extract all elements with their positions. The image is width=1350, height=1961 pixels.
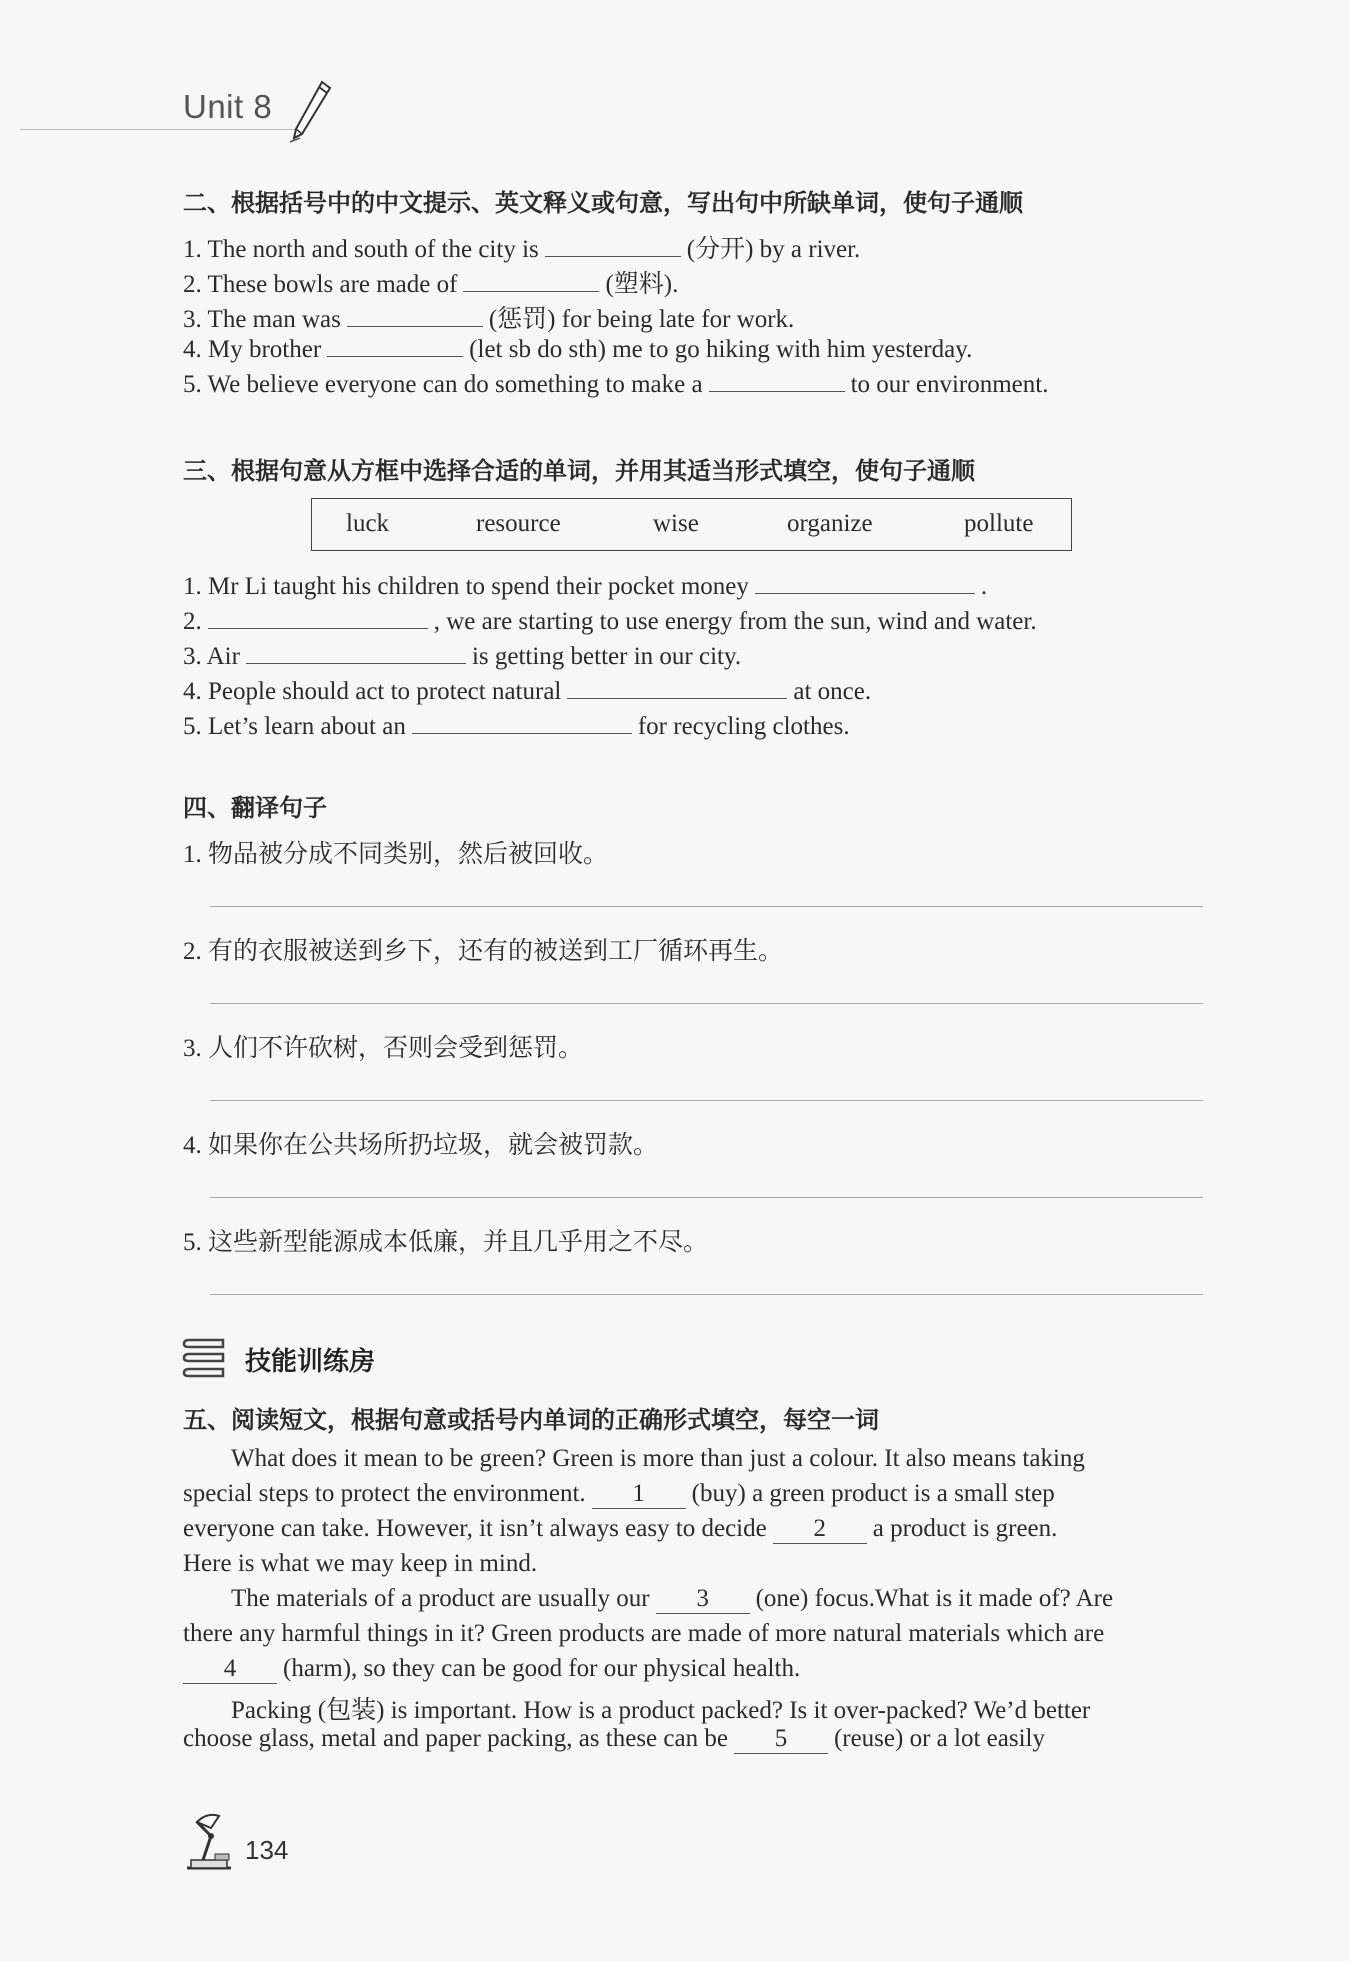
s3-item-4	[183, 676, 871, 706]
answer-blank[interactable]	[755, 571, 975, 594]
s2-item-1-text: 1. The north and south of the city is	[183, 236, 539, 263]
answer-blank[interactable]	[463, 269, 599, 292]
s2-item-4	[183, 334, 972, 364]
skills-title: 技能训练房	[245, 1347, 376, 1377]
word-bank-item: luck	[346, 510, 390, 537]
section-4-heading: 四、翻译句子	[183, 794, 327, 822]
s2-item-4-hint: (let sb do sth) me to go hiking with him yesterday.	[469, 336, 973, 363]
passage-line-6	[183, 1620, 1104, 1648]
s3-item-1-text: 1. Mr Li taught his children to spend their pocket money	[183, 573, 749, 600]
answer-blank[interactable]	[567, 676, 787, 699]
s2-item-3-hint: (惩罚) for being late for work.	[488, 306, 795, 333]
desk-lamp-icon	[181, 1810, 237, 1872]
s3-item-5	[183, 711, 850, 741]
passage-text: choose glass, metal and paper packing, as these can be	[183, 1725, 728, 1752]
s4-item-5: 5. 这些新型能源成本低廉，并且几乎用之不尽。	[183, 1229, 709, 1256]
word-bank-box	[311, 498, 1072, 551]
answer-line[interactable]	[210, 1197, 1203, 1198]
word-bank-item: pollute	[964, 510, 1034, 537]
s2-item-1	[183, 229, 860, 265]
page-number: 134	[245, 1835, 289, 1865]
answer-line[interactable]	[210, 1294, 1203, 1295]
passage-text: (harm), so they can be good for our physical health.	[283, 1655, 801, 1682]
s3-item-3-text: 3. Air	[183, 643, 240, 670]
s3-item-5-text: 5. Let’s learn about an	[183, 713, 406, 740]
passage-line-2	[183, 1480, 1055, 1509]
s4-item-4: 4. 如果你在公共场所扔垃圾，就会被罚款。	[183, 1132, 659, 1159]
section-2-heading: 二、根据括号中的中文提示、英文释义或句意，写出句中所缺单词，使句子通顺	[183, 189, 1023, 217]
passage-line-4	[183, 1550, 537, 1578]
passage-text: (reuse) or a lot easily	[833, 1725, 1045, 1752]
books-icon	[181, 1338, 227, 1380]
passage-text: Packing (包装) is important. How is a product packed? Is it over-packed? We’d better	[231, 1697, 1091, 1724]
answer-blank[interactable]	[347, 304, 483, 327]
s2-item-5-hint: to our environment.	[850, 371, 1049, 398]
numbered-blank-3[interactable]: 3	[656, 1585, 750, 1614]
unit-title: Unit 8	[183, 88, 273, 125]
passage-line-8	[231, 1690, 1090, 1726]
passage-line-3	[183, 1515, 1057, 1544]
passage-line-1	[231, 1445, 1085, 1473]
section-3-heading: 三、根据句意从方框中选择合适的单词，并用其适当形式填空，使句子通顺	[183, 457, 975, 485]
s4-item-1: 1. 物品被分成不同类别，然后被回收。	[183, 841, 609, 868]
passage-line-7	[183, 1655, 800, 1684]
s3-item-1	[183, 571, 987, 601]
passage-text: The materials of a product are usually our	[231, 1585, 650, 1612]
s3-item-4-text: 4. People should act to protect natural	[183, 678, 562, 705]
passage-text: there any harmful things in it? Green products are made of more natural materials which are	[183, 1620, 1105, 1647]
answer-blank[interactable]	[208, 606, 428, 629]
s2-item-1-hint: (分开) by a river.	[686, 236, 861, 263]
numbered-blank-1[interactable]: 1	[592, 1480, 686, 1509]
header-rule	[20, 129, 298, 130]
passage-text: Here is what we may keep in mind.	[183, 1550, 538, 1577]
numbered-blank-5[interactable]: 5	[734, 1725, 828, 1754]
s2-item-3-text: 3. The man was	[183, 306, 341, 333]
s3-item-5-end: for recycling clothes.	[637, 713, 850, 740]
answer-blank[interactable]	[412, 711, 632, 734]
section-5-heading: 五、阅读短文，根据句意或括号内单词的正确形式填空，每空一词	[183, 1406, 879, 1434]
answer-blank[interactable]	[709, 369, 845, 392]
s3-item-3-end: is getting better in our city.	[471, 643, 742, 670]
word-bank-item: resource	[476, 510, 561, 537]
s2-item-4-text: 4. My brother	[183, 336, 322, 363]
passage-text: What does it mean to be green? Green is more than just a colour. It also means taking	[231, 1445, 1085, 1472]
numbered-blank-4[interactable]: 4	[183, 1655, 277, 1684]
s3-item-2-end: , we are starting to use energy from the sun, wind and water.	[433, 608, 1037, 635]
s3-item-3	[183, 641, 741, 671]
answer-blank[interactable]	[545, 234, 681, 257]
pen-icon	[286, 78, 334, 144]
passage-line-5	[231, 1585, 1113, 1614]
s3-item-1-end: .	[980, 573, 988, 600]
passage-text: everyone can take. However, it isn’t always easy to decide	[183, 1515, 767, 1542]
s3-item-4-end: at once.	[793, 678, 872, 705]
passage-text: (buy) a green product is a small step	[691, 1480, 1055, 1507]
passage-line-9	[183, 1725, 1045, 1754]
word-bank-item: organize	[787, 510, 873, 537]
s4-item-3: 3. 人们不许砍树，否则会受到惩罚。	[183, 1035, 584, 1062]
numbered-blank-2[interactable]: 2	[773, 1515, 867, 1544]
s3-item-2-text: 2.	[183, 608, 202, 635]
word-bank-item: wise	[653, 510, 699, 537]
passage-text: special steps to protect the environment.	[183, 1480, 586, 1507]
answer-line[interactable]	[210, 1100, 1203, 1101]
s2-item-2-text: 2. These bowls are made of	[183, 271, 458, 298]
s2-item-2-hint: (塑料).	[605, 271, 679, 298]
s2-item-5-text: 5. We believe everyone can do something to make a	[183, 371, 703, 398]
answer-blank[interactable]	[327, 334, 463, 357]
s4-item-2: 2. 有的衣服被送到乡下，还有的被送到工厂循环再生。	[183, 938, 784, 965]
passage-text: (one) focus.What is it made of? Are	[755, 1585, 1114, 1612]
s2-item-3	[183, 299, 794, 335]
answer-line[interactable]	[210, 1003, 1203, 1004]
passage-text: a product is green.	[872, 1515, 1058, 1542]
s2-item-2	[183, 264, 678, 300]
s2-item-5	[183, 369, 1048, 399]
s3-item-2	[183, 606, 1037, 636]
answer-blank[interactable]	[246, 641, 466, 664]
answer-line[interactable]	[210, 906, 1203, 907]
